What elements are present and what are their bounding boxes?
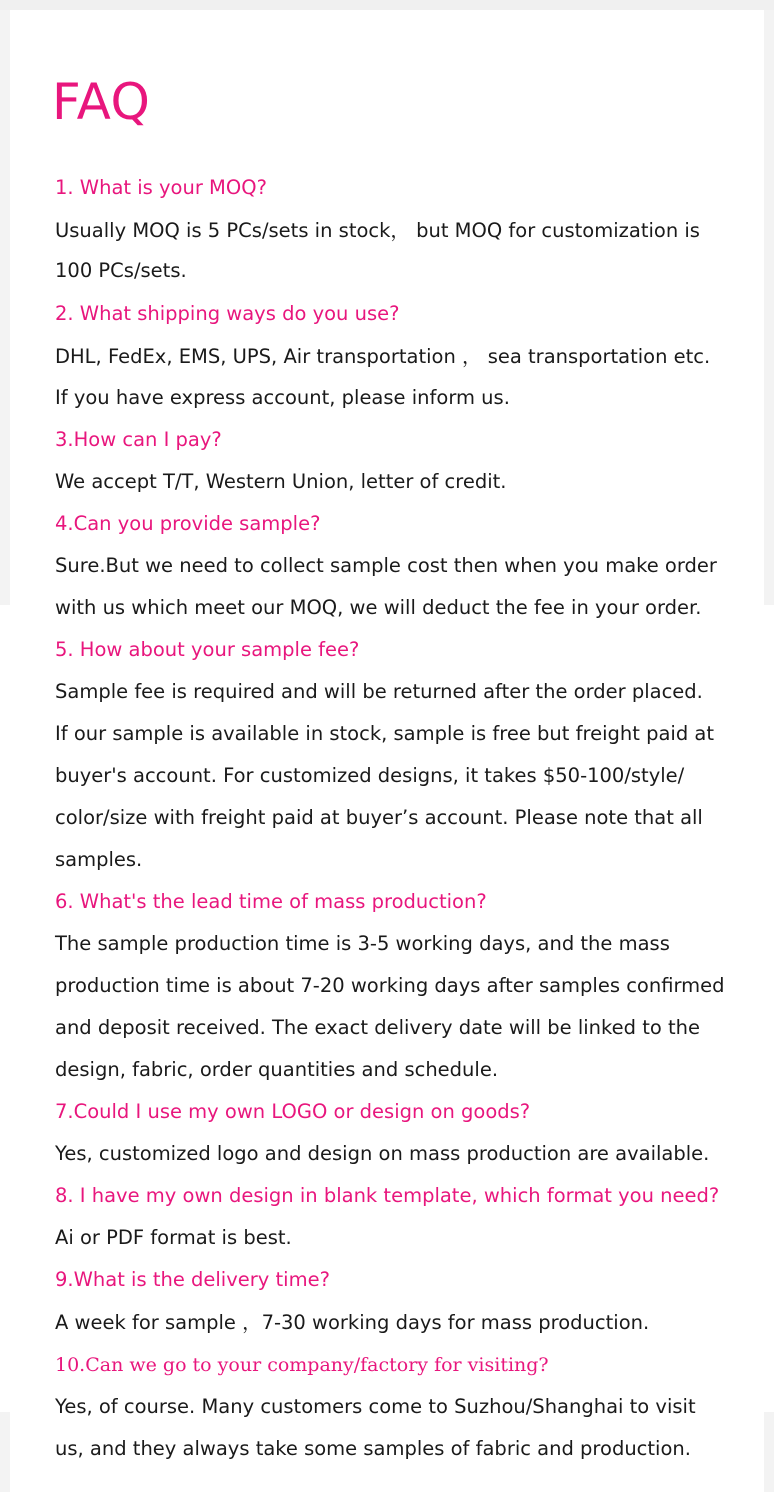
faq-question: 9.What is the delivery time? [55,1268,330,1291]
left-edge-lower [0,1412,10,1492]
faq-answer-line: color/size with freight paid at buyer’s account. Please note that all [55,806,703,829]
faq-answer-line: Sample fee is required and will be returned after the order placed. [55,680,703,703]
faq-answer-line: samples. [55,848,143,871]
faq-answer-line: and deposit received. The exact delivery date will be linked to the [55,1016,700,1039]
faq-answer-line: Usually MOQ is 5 PCs/sets in stock， but MOQ for customization is [55,219,700,242]
right-edge-upper [764,10,774,605]
faq-answer-line: If you have express account, please inform us. [55,386,510,409]
faq-answer-line: We accept T/T, Western Union, letter of credit. [55,470,507,493]
top-band [0,0,774,10]
faq-question: 2. What shipping ways do you use? [55,302,400,325]
faq-answer-line: A week for sample ，7-30 working days for mass production. [55,1311,650,1334]
faq-answer-line: Yes, of course. Many customers come to Suzhou/Shanghai to visit [55,1395,696,1418]
faq-answer-line: 100 PCs/sets. [55,259,187,282]
faq-question: 5. How about your sample fee? [55,638,360,661]
faq-question: 10.Can we go to your company/factory for visiting? [55,1354,549,1376]
faq-question: 6. What's the lead time of mass production? [55,890,487,913]
faq-answer-line: with us which meet our MOQ, we will deduct the fee in your order. [55,596,702,619]
faq-answer-line: The sample production time is 3-5 working days, and the mass [55,932,670,955]
faq-answer-line: If our sample is available in stock, sample is free but freight paid at [55,722,714,745]
right-edge-lower [764,1412,774,1492]
page-title: FAQ [52,73,151,131]
faq-question: 7.Could I use my own LOGO or design on goods? [55,1100,531,1123]
faq-question: 8. I have my own design in blank template, which format you need? [55,1184,720,1207]
faq-answer-line: production time is about 7-20 working days after samples confirmed [55,974,725,997]
faq-answer-line: Yes, customized logo and design on mass production are available. [55,1142,710,1165]
faq-answer-line: us, and they always take some samples of fabric and production. [55,1437,691,1460]
faq-answer-line: Sure.But we need to collect sample cost then when you make order [55,554,717,577]
faq-question: 1. What is your MOQ? [55,176,267,199]
faq-answer-line: DHL, FedEx, EMS, UPS, Air transportation ， sea transportation etc. [55,345,711,368]
faq-question: 3.How can I pay? [55,428,222,451]
faq-question: 4.Can you provide sample? [55,512,321,535]
faq-answer-line: design, fabric, order quantities and schedule. [55,1058,499,1081]
faq-answer-line: buyer's account. For customized designs, it takes $50-100/style/ [55,764,685,787]
faq-answer-line: Ai or PDF format is best. [55,1226,292,1249]
left-edge-upper [0,10,10,605]
